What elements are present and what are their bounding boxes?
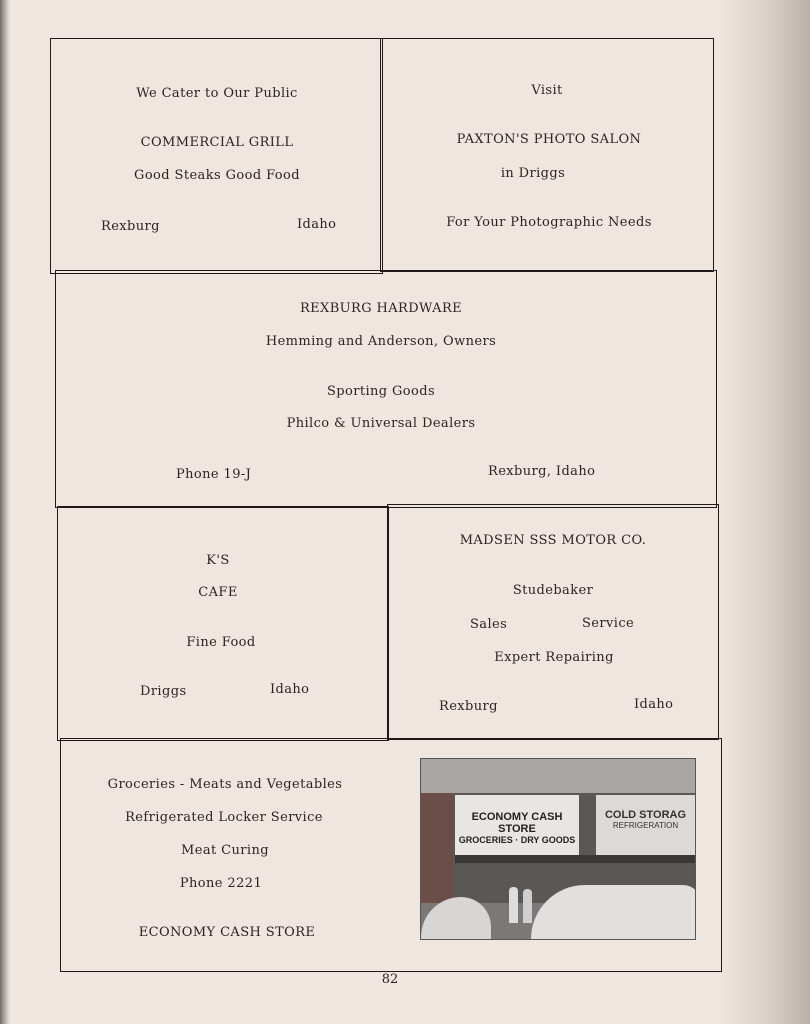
grill-state: Idaho <box>297 217 337 232</box>
madsen-brand: Studebaker <box>512 583 594 598</box>
economy-line1: Groceries - Meats and Vegetables <box>107 777 343 792</box>
ad-rexburg-hardware <box>55 270 717 508</box>
hardware-location: Rexburg, Idaho <box>488 464 596 479</box>
paxtons-visit: Visit <box>531 83 563 98</box>
madsen-state: Idaho <box>634 697 674 712</box>
photo-sign-cold-title: COLD STORAG <box>604 809 687 821</box>
paxtons-slogan: For Your Photographic Needs <box>446 215 652 230</box>
ks-slogan: Fine Food <box>186 635 256 650</box>
photo-sign-economy-sub: GROCERIES · DRY GOODS <box>458 835 576 845</box>
ad-paxtons-photo-salon <box>380 38 714 272</box>
hardware-owners: Hemming and Anderson, Owners <box>265 334 497 349</box>
ks-cafe: CAFE <box>198 585 238 600</box>
ad-grid <box>50 38 722 972</box>
economy-line3: Meat Curing <box>181 843 269 858</box>
economy-name: ECONOMY CASH STORE <box>138 925 316 940</box>
page-shadow <box>720 0 810 1024</box>
ad-ks-cafe <box>57 506 389 741</box>
hardware-line1: Sporting Goods <box>326 384 436 399</box>
photo-person <box>523 889 532 923</box>
madsen-name: MADSEN SSS MOTOR CO. <box>459 533 647 548</box>
photo-brick-wall <box>421 793 453 903</box>
hardware-line2: Philco & Universal Dealers <box>286 416 476 431</box>
photo-sign-cold-sub: REFRIGERATION <box>612 821 679 830</box>
photo-sky <box>421 759 695 793</box>
economy-phone: Phone 2221 <box>179 876 263 891</box>
paxtons-name: PAXTON'S PHOTO SALON <box>456 132 642 147</box>
ks-name: K'S <box>206 553 230 568</box>
photo-sign-economy <box>455 795 579 855</box>
page-number: 82 <box>381 972 399 987</box>
page-binding-edge <box>0 0 10 1024</box>
ks-state: Idaho <box>270 682 310 697</box>
madsen-repair: Expert Repairing <box>494 650 614 665</box>
photo-sign-cold-storage <box>596 795 695 855</box>
madsen-service: Service <box>582 616 635 631</box>
photo-snowbank <box>421 897 491 939</box>
madsen-city: Rexburg <box>439 699 498 714</box>
photo-sign-economy-title: ECONOMY CASH STORE <box>471 811 563 835</box>
storefront-photo <box>420 758 696 940</box>
photo-person <box>509 887 518 923</box>
grill-city: Rexburg <box>101 219 160 234</box>
madsen-sales: Sales <box>470 617 508 632</box>
hardware-name: REXBURG HARDWARE <box>299 301 463 316</box>
hardware-phone: Phone 19-J <box>176 467 252 482</box>
grill-tagline: We Cater to Our Public <box>136 86 298 101</box>
ks-city: Driggs <box>140 684 187 699</box>
grill-slogan: Good Steaks Good Food <box>134 168 300 183</box>
photo-snowbank <box>531 885 696 939</box>
ad-commercial-grill <box>50 38 383 274</box>
paxtons-location: in Driggs <box>500 166 566 181</box>
ad-madsen-motor <box>387 504 719 740</box>
economy-line2: Refrigerated Locker Service <box>125 810 323 825</box>
grill-name: COMMERCIAL GRILL <box>140 135 294 150</box>
photo-awning <box>455 855 695 863</box>
